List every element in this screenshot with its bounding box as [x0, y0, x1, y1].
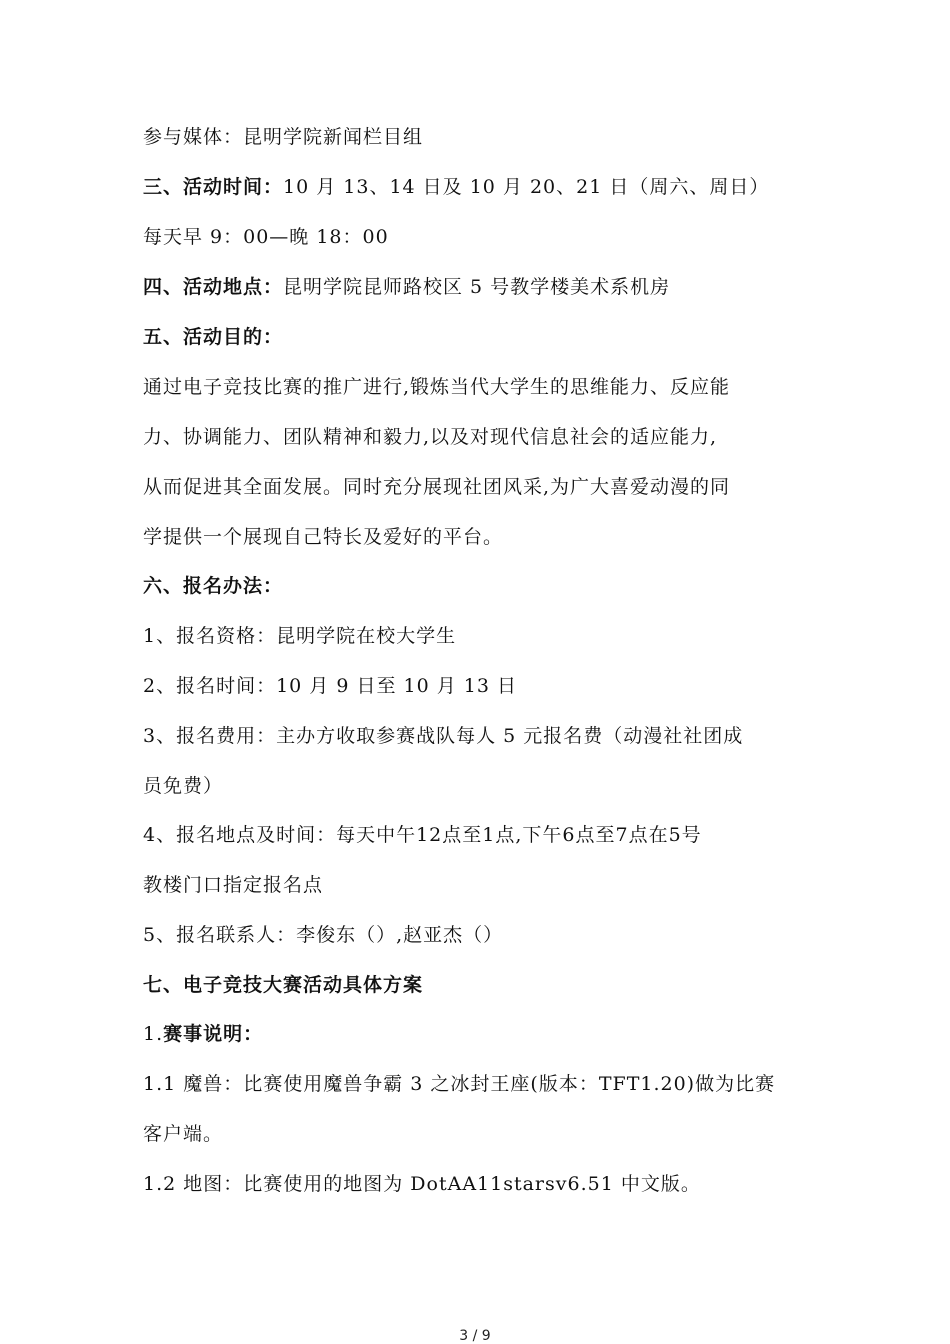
rule-warcraft-continued: 客户端。 — [143, 1123, 224, 1145]
signup-fee-continued: 员免费） — [143, 775, 224, 797]
page-number: 3 / 9 — [459, 1328, 491, 1344]
daily-hours-line: 每天早 9：00—晚 18：00 — [143, 226, 389, 248]
purpose-heading: 五、活动目的： — [143, 326, 284, 348]
activity-time-value: 10 月 13、14 日及 10 月 20、21 日（周六、周日） — [283, 176, 770, 198]
rules-heading-number: 1. — [143, 1023, 164, 1045]
media-line: 参与媒体：昆明学院新闻栏目组 — [143, 126, 424, 148]
purpose-paragraph-line: 力、协调能力、团队精神和毅力,以及对现代信息社会的适应能力, — [143, 426, 718, 448]
signup-time: 2、报名时间：10 月 9 日至 10 月 13 日 — [143, 675, 517, 697]
signup-contact: 5、报名联系人：李俊东（）,赵亚杰（） — [143, 924, 504, 946]
activity-place-value: 昆明学院昆师路校区 5 号教学楼美术系机房 — [283, 276, 671, 298]
activity-place-label: 四、活动地点： — [143, 276, 284, 298]
activity-time-label: 三、活动时间： — [143, 176, 284, 198]
rules-heading-text: 赛事说明： — [163, 1023, 264, 1045]
signup-location-continued: 教楼门口指定报名点 — [143, 874, 324, 896]
signup-eligibility: 1、报名资格：昆明学院在校大学生 — [143, 625, 457, 647]
signup-location: 4、报名地点及时间：每天中午12点至1点,下午6点至7点在5号 — [143, 824, 702, 846]
activity-place-line — [143, 274, 823, 300]
signup-fee: 3、报名费用：主办方收取参赛战队每人 5 元报名费（动漫社社团成 — [143, 725, 744, 747]
rule-map: 1.2 地图：比赛使用的地图为 DotAA11starsv6.51 中文版。 — [143, 1173, 701, 1195]
rules-heading — [143, 1021, 823, 1047]
purpose-paragraph-line: 学提供一个展现自己特长及爱好的平台。 — [143, 526, 504, 548]
rule-warcraft: 1.1 魔兽：比赛使用魔兽争霸 3 之冰封王座(版本：TFT1.20)做为比赛 — [143, 1073, 776, 1095]
activity-time-line — [143, 174, 823, 200]
purpose-paragraph-line: 通过电子竞技比赛的推广进行,锻炼当代大学生的思维能力、反应能 — [143, 376, 731, 398]
signup-heading: 六、报名办法： — [143, 575, 284, 597]
plan-heading: 七、电子竞技大赛活动具体方案 — [143, 974, 424, 996]
purpose-paragraph-line: 从而促进其全面发展。同时充分展现社团风采,为广大喜爱动漫的同 — [143, 476, 731, 498]
